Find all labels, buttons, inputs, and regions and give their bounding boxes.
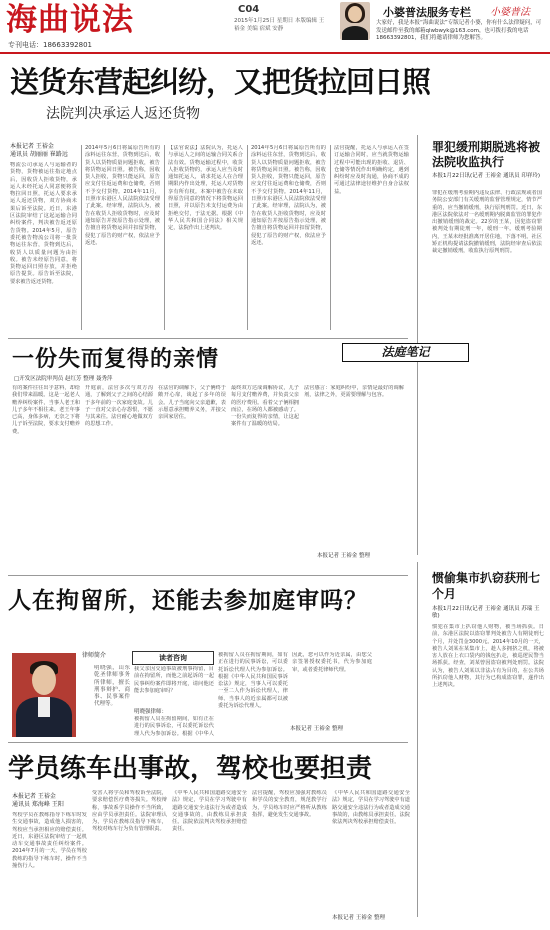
story1-column-2: 2014年5月6日将属原告所有的涂料运往东营，货物到达后，收货人以货物质量问题拒收，被告将货物运回日照。被告称，因收货人拒收，货物只能运回，原告应支付往返运费和仓储费，否则不予交付货物。2014年11月，日照市东港区人民法院依法受理了此案。经审理，法院认为，被告在收货人拒收货物时，应及时通知原告并按原告指示处理，被告擅自将货物运回并扣留货物，侵犯了原告的财产权，依法应予返还。 <box>85 145 160 246</box>
story1-subhead: 法院判决承运人返还货物 <box>46 106 200 122</box>
sidebar-story1-headline[interactable]: 罪犯缓刑期脱逃将被法院收监执行 <box>432 140 541 169</box>
lawyer-label: 律师简介 <box>82 652 107 659</box>
story4-column-4: 法官提醒，驾校应加强对教练员和学员的安全教育，规范教学行为，学员练车时应严格听从教练指挥，避免发生交通事故。 <box>252 790 327 818</box>
hotline: 专刊电话：18663392801 <box>8 41 92 49</box>
story1-column-5: 法官提醒，托运人与承运人在签订运输合同时，应当就货物运输过程中可能出现的拒收、退货、仓储等情况作出明确约定，遇到纠纷时应及时沟通，协商不成的可通过法律途径维护自身合法权益。 <box>334 145 409 195</box>
masthead-logo: 海曲说法 <box>6 2 134 38</box>
story2-headline[interactable]: 一份失而复得的亲情 <box>12 347 220 372</box>
column-title: 小婆普法服务专栏 <box>383 6 471 19</box>
section-rule <box>8 338 408 339</box>
story4-column-5: 《中华人民共和国道路交通安全法》规定，学员在学习驾驶中有道路交通安全违法行为或者造成交通事故的，由教练员承担责任。法院依法判决驾校承担赔偿责任。 <box>332 790 410 826</box>
qa-label: 读者咨询 <box>132 651 214 665</box>
column-divider <box>330 145 331 330</box>
story4-column-3: 《中华人民共和国道路交通安全法》规定，学员在学习驾驶中有道路交通安全违法行为或者造成交通事故的，由教练员承担责任。法院依法判决驾校承担赔偿责任。 <box>172 790 247 833</box>
column-divider <box>81 145 82 330</box>
feature-tag: 法庭笔记 <box>342 343 469 362</box>
story4-column-2: 受害人将学员和驾校诉至法院，要求赔偿医疗费等损失。驾校辩称，事故系学员操作不当所致，应由学员承担责任。法院审理认为，学员在教练员指导下练车，驾校对练车行为负有管理职责。 <box>92 790 167 833</box>
issue-number: C04 <box>238 4 260 15</box>
sidebar-story1-byline: 本报1月22日讯(记者 王裕金 通讯员 印祥玲) <box>432 173 541 179</box>
story2-column-5: 法官感言：家庭纠纷中，亲情是最好的调解剂，法律之外，更需要理解与包容。 <box>304 385 404 399</box>
sidebar-story2-byline: 本报1月22日讯(记者 王裕金 通讯员 苏瑞 王敏) <box>432 606 540 619</box>
answer-text-3: 因此，您可以作为近亲属，由您父亲签署授权委托书，代为参加庭审，或者委托律师代理。 <box>292 652 372 673</box>
publication-info: 2015年1月25日 星期日 本版编辑 王裕金 美编 宿斌 安静 <box>234 18 325 32</box>
column-divider <box>164 145 165 330</box>
story4-end-byline: 本报记者 王裕金 整理 <box>332 915 385 921</box>
story2-column-1: 有的案件往往出乎意料，却给我们带来温暖。这是一起老人赡养纠纷案件，当事人老王和儿子多年不相往来。老王年事已高，身体多病，无奈之下将儿子诉至法院，要求支付赡养费。 <box>12 385 80 435</box>
story4-column-1: 驾校学员在教练指导下练车时发生交通事故，造成他人损害的，驾校应当承担相应的赔偿责任。近日，东港区法院审结了一起机动车交通事故责任纠纷案件。2014年7月的一天，学员在驾校教练的指导下练车时，操作不当撞伤行人。 <box>12 812 87 870</box>
story2-byline: □开发区法院审判员 赵红芳 整理 聂秀萍 <box>14 376 113 382</box>
story1-headline[interactable]: 送货东营起纠纷，又把货拉回日照 <box>10 65 431 99</box>
lawyer-intro: 明晓强，山东乾圣律师事务所律师，擅长刑事辩护、商事、民事案件代理等。 <box>94 665 130 708</box>
top-rule <box>0 52 550 54</box>
story2-column-2: 开庭前，法官多次与双方沟通，了解到父子之间的心结源于多年前的一次家庭变故。儿子一直对父亲心存怨恨，不愿与其来往。法官耐心地做双方的思想工作。 <box>85 385 153 428</box>
column-intro: 大家好，我是本报“海曲说法”专版记者小婆，你有什么法律疑问，可发送邮件至我的邮箱qlwbwyk@163.com，也可拨打我的电话18663392801，我们将邀请律师为您解答。 <box>376 20 542 41</box>
sidebar-story2-headline[interactable]: 惯偷集市扒窃获刑七个月 <box>432 571 541 601</box>
column-brand: 小婆普法 <box>490 7 530 18</box>
story2-column-4: 最终双方达成调解协议，儿子每月支付赡养费，并负责父亲的医疗费用。看着父子俩相拥而泣，在场的人都被感动了。一份失而复得的亲情，让这起案件有了温暖的结局。 <box>231 385 299 428</box>
lawyer-photo <box>12 653 76 737</box>
story1-column-1: 物流公司承运人与运输者的货物，货物被运往指定地点后，因收货人拒收货物，承运人未经托运人同意便将货物拉回日照，托运人要求承运人返还货物，双方协商未果后诉至法院。近日，东港区法院审结了这起运输合同纠纷案件，判决被告返还原告货物。2014年5月，原告委托被告物流公司将一批货物运往东营，货物到达后，收货人以质量问题为由拒收。被告未经原告同意，将货物运回日照存放，并拒绝原告提货。原告诉至法院，要求被告返还货物。 <box>10 162 77 285</box>
story2-column-3: 在法官的调解下，父子俩终于敞开心扉，谈起了多年的误会。儿子当庭向父亲道歉，表示愿意承担赡养义务，并接父亲回家居住。 <box>158 385 226 421</box>
sidebar-divider <box>417 562 418 917</box>
story3-headline[interactable]: 人在拘留所，还能去参加庭审吗？ <box>8 588 368 614</box>
section-rule <box>8 575 408 576</box>
section-rule <box>8 742 408 743</box>
reader-question: 我父亲因交通事故被刑事拘留，目前在拘留所，而他之前起诉的一起民事纠纷案件即将开庭，请问他还能去参加庭审吗？ <box>134 666 214 694</box>
story1-byline-reporter: 本报记者 王裕金 <box>10 143 54 150</box>
story1-column-4: 2014年5月6日将属原告所有的涂料运往东营，货物到达后，收货人以货物质量问题拒收，被告将货物运回日照。被告称，因收货人拒收，货物只能运回，原告应支付往返运费和仓储费，否则不予交付货物。2014年11月，日照市东港区人民法院依法受理了此案。经审理，法院认为，被告在收货人拒收货物时，应及时通知原告并按原告指示处理，被告擅自将货物运回并扣留货物，侵犯了原告的财产权，依法应予返还。 <box>251 145 326 246</box>
story2-side-byline: 本报记者 王裕金 整理 <box>317 553 370 559</box>
story1-column-3: 【法官说法】法院认为，托运人与承运人之间的运输合同关系合法有效。货物运输过程中，收货人拒收货物的，承运人应当及时通知托运人，请求托运人在合理期限内作出处理，托运人对货物享有所有权。本案中被告在未取得原告同意的情况下将货物运回日照，并以原告未支付运费为由拒绝交付，于法无据。根据《中华人民共和国合同法》相关规定，法院作出上述判决。 <box>168 145 243 232</box>
column-divider <box>247 145 248 330</box>
columnist-avatar <box>340 2 370 40</box>
sidebar-story2-text: 惯犯在集市上扒窃他人财物，被当场抓获。日前，东港区法院以盗窃罪判处被告人有期徒刑七个月，并处罚金3000元。2014年10月的一天，被告人刘某在某集市上，趁人多拥挤之机，将被害人放在上衣口袋内的钱包扒走，被巡逻民警当场抓获。经查，刘某曾因盗窃被判处刑罚。法院认为，被告人刘某以非法占有为目的，在公共场所扒窃他人财物，其行为已构成盗窃罪，遂作出上述判决。 <box>432 624 544 689</box>
answer-text-1: 被拘留人员在拘留期间，如有正在进行的民事诉讼，可以委托诉讼代理人代为参加诉讼。根据《中华人 <box>134 716 214 736</box>
story1-byline-correspondent: 通讯员 胡丽丽 崔路远 <box>10 151 68 158</box>
story4-byline-correspondent: 通讯员 郑海峰 王阳 <box>12 801 64 808</box>
sidebar-story1-text: 罪犯在缓刑考验期内违反法律、行政法规或者国务院公安部门有关缓刑的监督管理规定，情节严重的，应当撤销缓刑，执行原判刑罚。近日，东港区法院依法对一名缓刑期内脱离监管的罪犯作出撤销缓刑的裁定。22岁的王某，因犯盗窃罪被判处有期徒刑一年，缓刑一年。缓刑考验期内，王某未经批准离开居住地，下落不明。社区矫正机构提请法院撤销缓刑，法院经审查后依法裁定撤销缓刑，收监执行原判刑罚。 <box>432 190 542 255</box>
story4-byline-reporter: 本报记者 王裕金 <box>12 793 56 800</box>
answer-text-2: 被拘留人员在拘留期间，如有正在进行的民事诉讼，可以委托诉讼代理人代为参加诉讼。根据《中华人民共和国民事诉讼法》规定，当事人可以委托一至二人作为诉讼代理人，律师、当事人的近亲属都可以被委托为诉讼代理人。 <box>218 652 288 710</box>
answer-label: 明晓强律师： <box>134 709 168 715</box>
story3-byline: 本报记者 王裕金 整理 <box>290 726 343 732</box>
story4-headline[interactable]: 学员练车出事故，驾校也要担责 <box>8 754 373 784</box>
